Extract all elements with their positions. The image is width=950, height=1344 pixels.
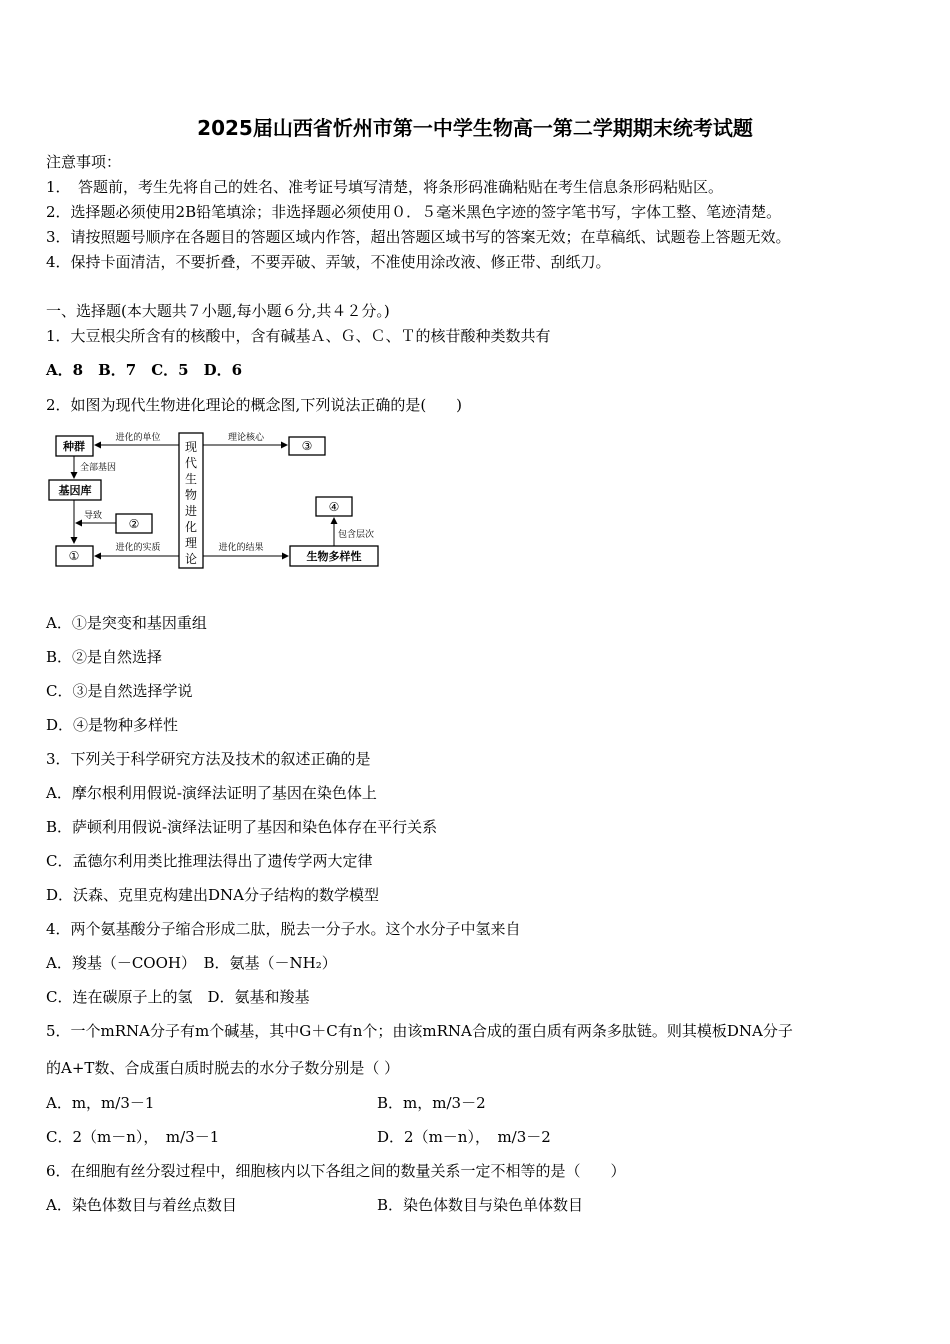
notice-item: 4．保持卡面清洁，不要折叠，不要弄破、弄皱，不准使用涂改液、修正带、刮纸刀。 xyxy=(46,253,611,271)
q3-stem: 3．下列关于科学研究方法及技术的叙述正确的是 xyxy=(46,750,371,768)
label-c1: ① xyxy=(68,549,80,563)
q6-option-b: B．染色体数目与染色单体数目 xyxy=(377,1196,584,1214)
q4-options: C．连在碳原子上的氢 D．氨基和羧基 xyxy=(46,988,310,1006)
q5-option-a: A．m，m/3－1 xyxy=(46,1094,155,1112)
q6-stem: 6．在细胞有丝分裂过程中，细胞核内以下各组之间的数量关系一定不相等的是（ ） xyxy=(46,1162,626,1180)
label-core: 理论核心 xyxy=(227,433,265,443)
q2-option: B．②是自然选择 xyxy=(46,648,163,666)
center-char: 生 xyxy=(184,472,198,486)
q4-stem: 4．两个氨基酸分子缩合形成二肽，脱去一分子水。这个水分子中氢来自 xyxy=(46,920,521,938)
label-all-genes: 全部基因 xyxy=(80,463,117,473)
q5-stem: 的A+T数、合成蛋白质时脱去的水分子数分别是（ ） xyxy=(46,1059,400,1077)
q5-option-d: D．2（m－n）， m/3－2 xyxy=(377,1128,551,1146)
q3-option: D．沃森、克里克构建出DNA分子结构的数学模型 xyxy=(46,886,380,904)
center-char: 化 xyxy=(184,520,198,534)
q5-stem: 5．一个mRNA分子有m个碱基，其中G＋C有n个；由该mRNA合成的蛋白质有两条多肽链。则其模板DNA分子 xyxy=(46,1022,793,1040)
q3-option: A．摩尔根利用假说-演绎法证明了基因在染色体上 xyxy=(46,784,377,802)
q1-options: A．8 B．7 C．5 D．6 xyxy=(46,361,243,379)
label-unit: 进化的单位 xyxy=(115,433,161,443)
notice-item: 2．选择题必须使用2B铅笔填涂；非选择题必须使用０．５毫米黑色字迹的签字笔书写，字体工整、笔迹清楚。 xyxy=(46,203,782,221)
q3-option: C．孟德尔利用类比推理法得出了遗传学两大定律 xyxy=(46,852,373,870)
center-char: 代 xyxy=(184,456,198,470)
page-title: 2025届山西省忻州市第一中学生物高一第二学期期末统考试题 xyxy=(197,116,753,140)
q4-options: A．羧基（－COOH） B．氨基（－NH₂） xyxy=(46,954,337,972)
q5-option-c: C．2（m－n）， m/3－1 xyxy=(46,1128,220,1146)
q2-option: A．①是突变和基因重组 xyxy=(46,614,207,632)
label-result: 进化的结果 xyxy=(218,543,264,553)
q2-option: D．④是物种多样性 xyxy=(46,716,179,734)
label-c2: ② xyxy=(128,517,140,531)
q5-option-b: B．m，m/3－2 xyxy=(377,1094,486,1112)
q2-stem: 2．如图为现代生物进化理论的概念图,下列说法正确的是( ) xyxy=(46,396,463,414)
evolution-concept-diagram xyxy=(46,425,391,575)
q2-option: C．③是自然选择学说 xyxy=(46,682,193,700)
notice-item: 3．请按照题号顺序在各题目的答题区域内作答，超出答题区域书写的答案无效；在草稿纸、试题卷上答题无效。 xyxy=(46,228,791,246)
label-c3: ③ xyxy=(301,439,313,453)
q3-option: B．萨顿利用假说-演绎法证明了基因和染色体存在平行关系 xyxy=(46,818,438,836)
center-char: 理 xyxy=(184,536,198,550)
notice-item: 1． 答题前，考生先将自己的姓名、准考证号填写清楚，将条形码准确粘贴在考生信息条形码粘贴区。 xyxy=(46,178,724,196)
label-biodiversity: 生物多样性 xyxy=(306,550,362,563)
section-heading: 一、选择题(本大题共７小题,每小题６分,共４２分。) xyxy=(46,302,390,320)
label-c4: ④ xyxy=(328,500,340,514)
label-population: 种群 xyxy=(63,440,85,453)
q1-stem: 1．大豆根尖所含有的核酸中，含有碱基Ａ、Ｇ、Ｃ、Ｔ的核苷酸种类数共有 xyxy=(46,327,551,345)
label-essence: 进化的实质 xyxy=(115,543,161,553)
center-char: 现 xyxy=(184,440,198,454)
q6-option-a: A．染色体数目与着丝点数目 xyxy=(46,1196,237,1214)
label-levels: 包含层次 xyxy=(338,530,375,540)
center-char: 论 xyxy=(184,552,198,566)
center-char: 物 xyxy=(184,488,198,502)
center-char: 进 xyxy=(184,504,198,518)
label-lead: 导致 xyxy=(84,511,103,521)
label-gene-pool: 基因库 xyxy=(58,484,92,497)
notice-heading: 注意事项： xyxy=(46,153,122,171)
